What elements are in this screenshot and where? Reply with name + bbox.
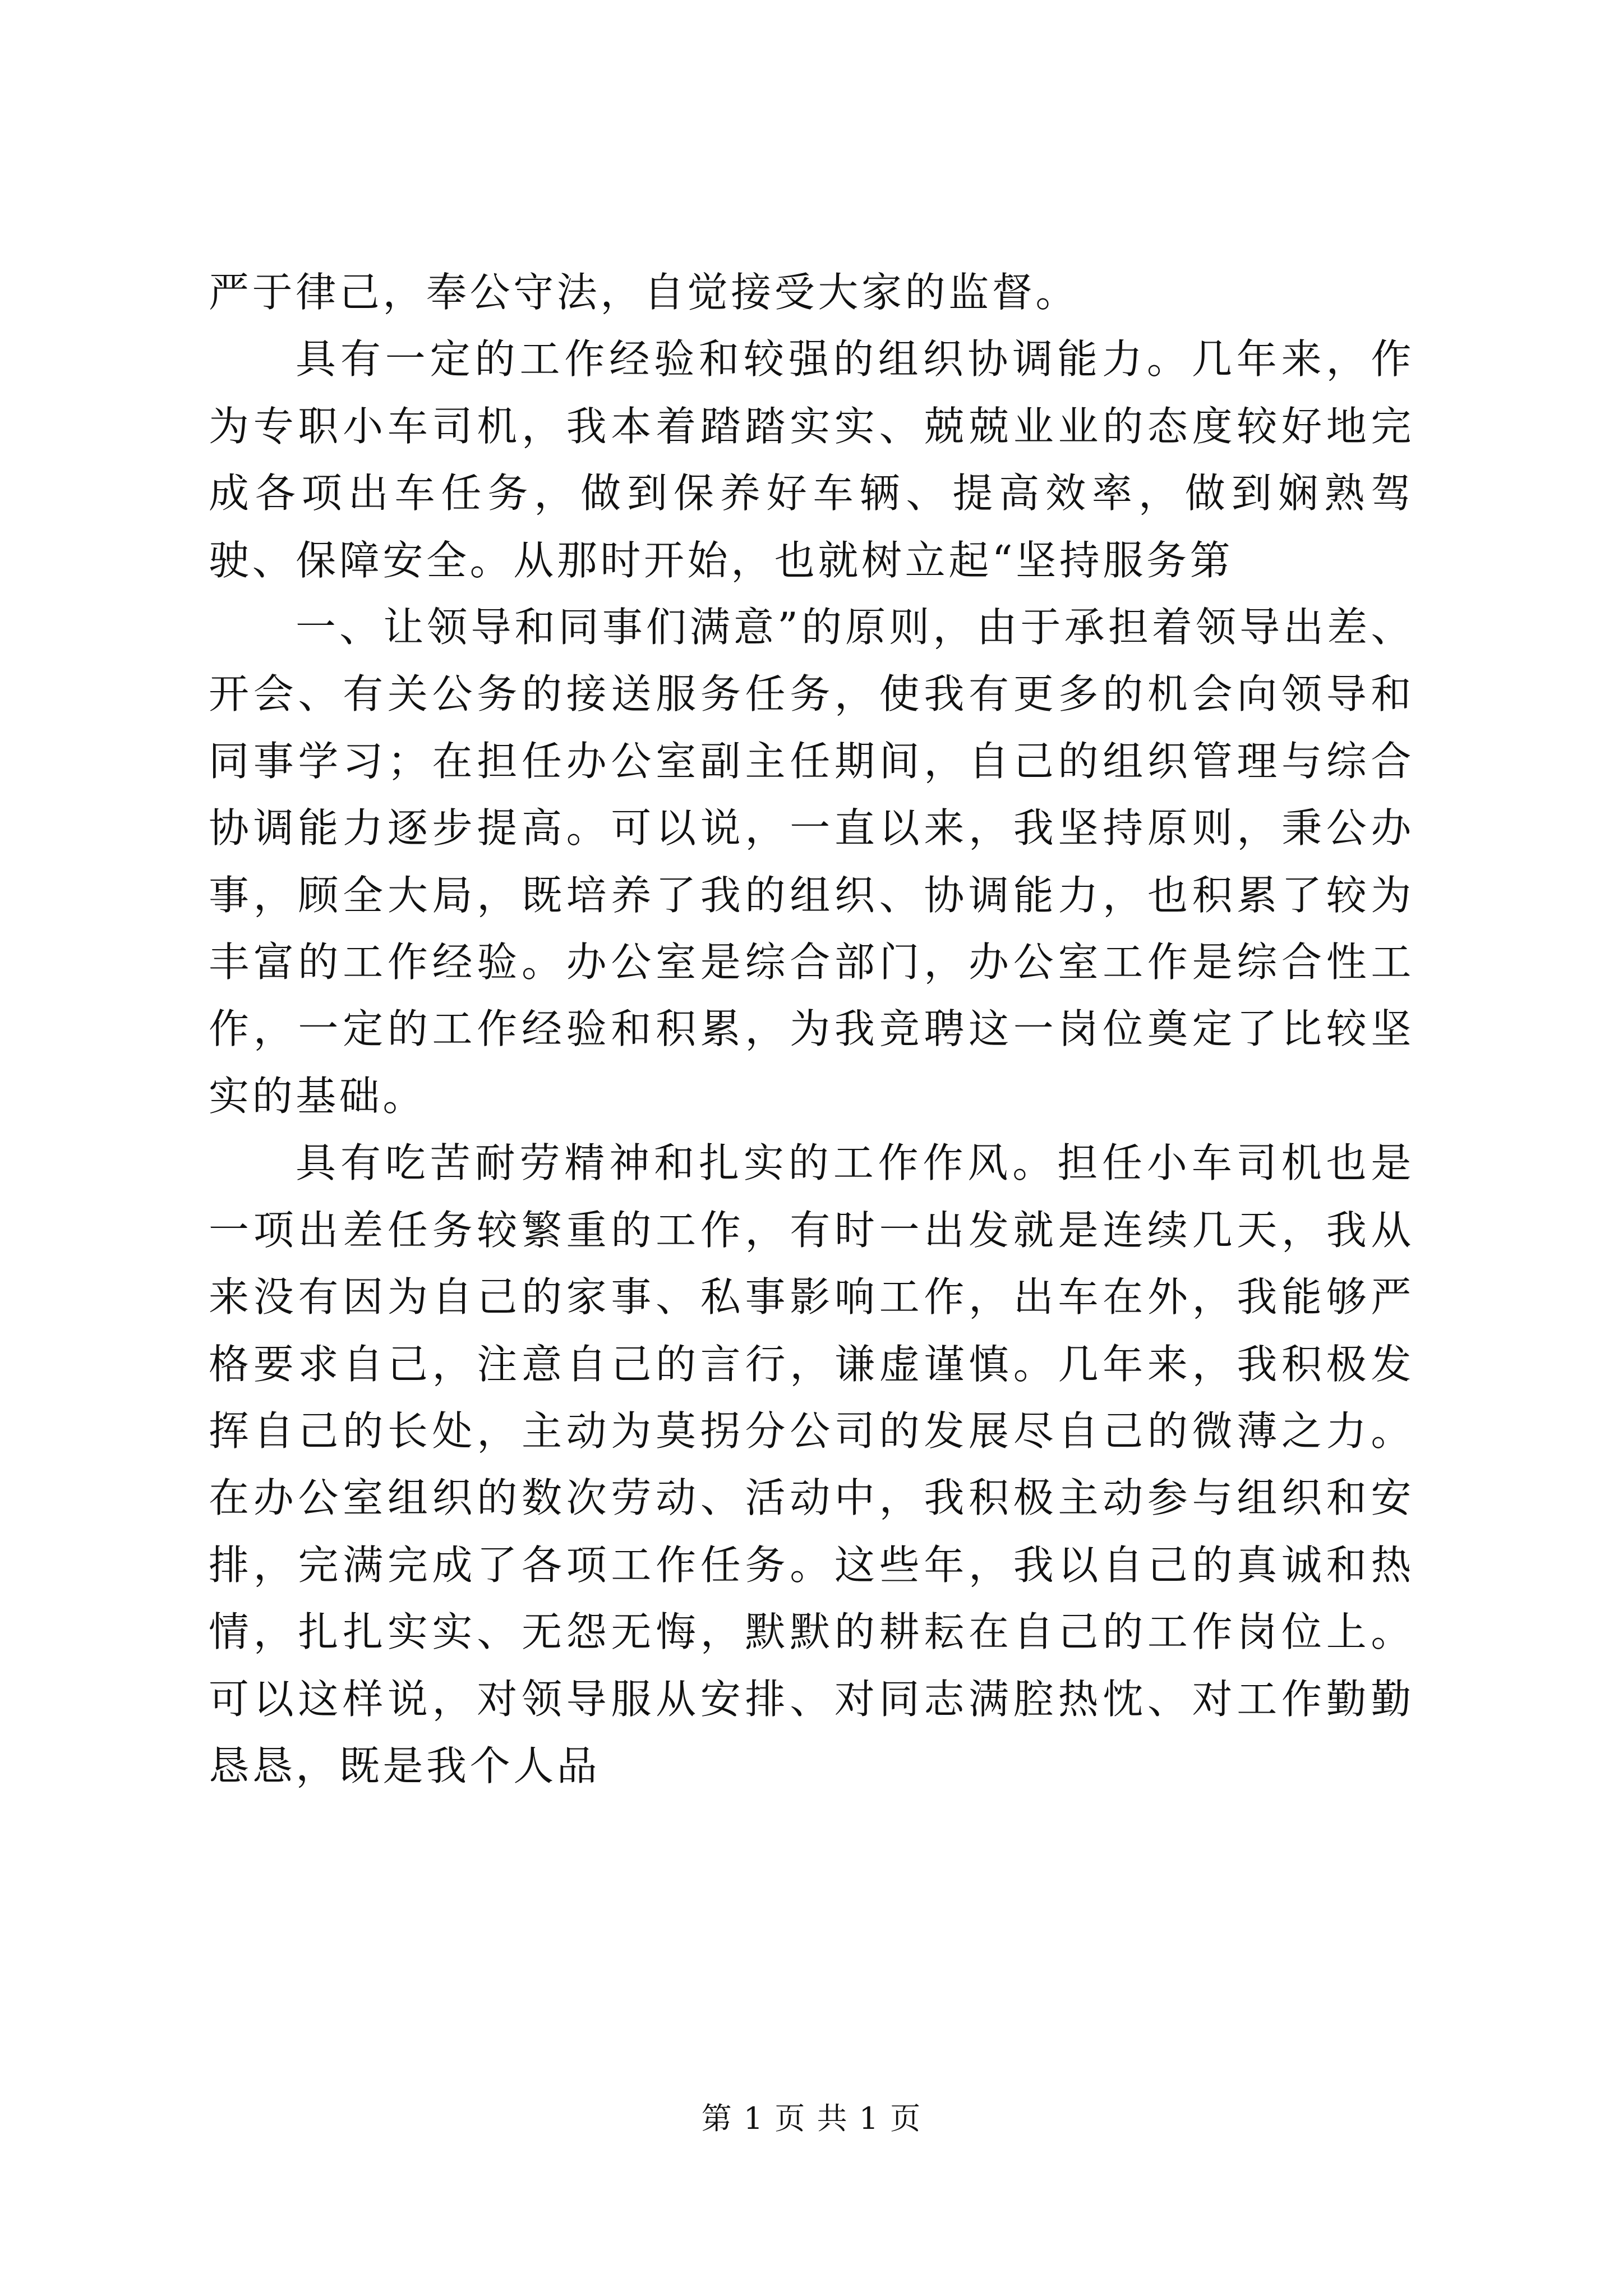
paragraph-1: 严于律己，奉公守法，自觉接受大家的监督。: [209, 269, 1080, 316]
paragraph-3: 一、让领导和同事们满意”的原则，由于承担着领导出差、开会、有关公务的接送服务任务，使我有更多的机会向领导和同事学习；在担任办公室副主任期间，自己的组织管理与综合协调能力逐步提高。可以说，一直以来，我坚持原则，秉公办事，顾全大局，既培养了我的组织、协调能力，也积累了较为丰富的工作经验。办公室是综合部门，办公室工作是综合性工作，一定的工作经验和积累，为我竞聘这一岗位奠定了比较坚实的基础。: [209, 604, 1414, 1120]
paragraph-2: 具有一定的工作经验和较强的组织协调能力。几年来，作为专职小车司机，我本着踏踏实实、兢兢业业的态度较好地完成各项出车任务，做到保养好车辆、提高效率，做到娴熟驾驶、保障安全。从那时开始，也就树立起“坚持服务第: [209, 335, 1414, 584]
paragraph-4: 具有吃苦耐劳精神和扎实的工作作风。担任小车司机也是一项出差任务较繁重的工作，有时一出发就是连续几天，我从来没有因为自己的家事、私事影响工作，出车在外，我能够严格要求自己，注意自己的言行，谦虚谨慎。几年来，我积极发挥自己的长处，主动为莫拐分公司的发展尽自己的微薄之力。在办公室组织的数次劳动、活动中，我积极主动参与组织和安排，完满完成了各项工作任务。这些年，我以自己的真诚和热情，扎扎实实、无怨无悔，默默的耕耘在自己的工作岗位上。可以这样说，对领导服从安排、对同志满腔热忱、对工作勤勤恳恳，既是我个人品: [209, 1139, 1414, 1789]
page-number-footer: 第 1 页 共 1 页: [701, 2101, 922, 2136]
document-body: [209, 259, 1414, 1800]
